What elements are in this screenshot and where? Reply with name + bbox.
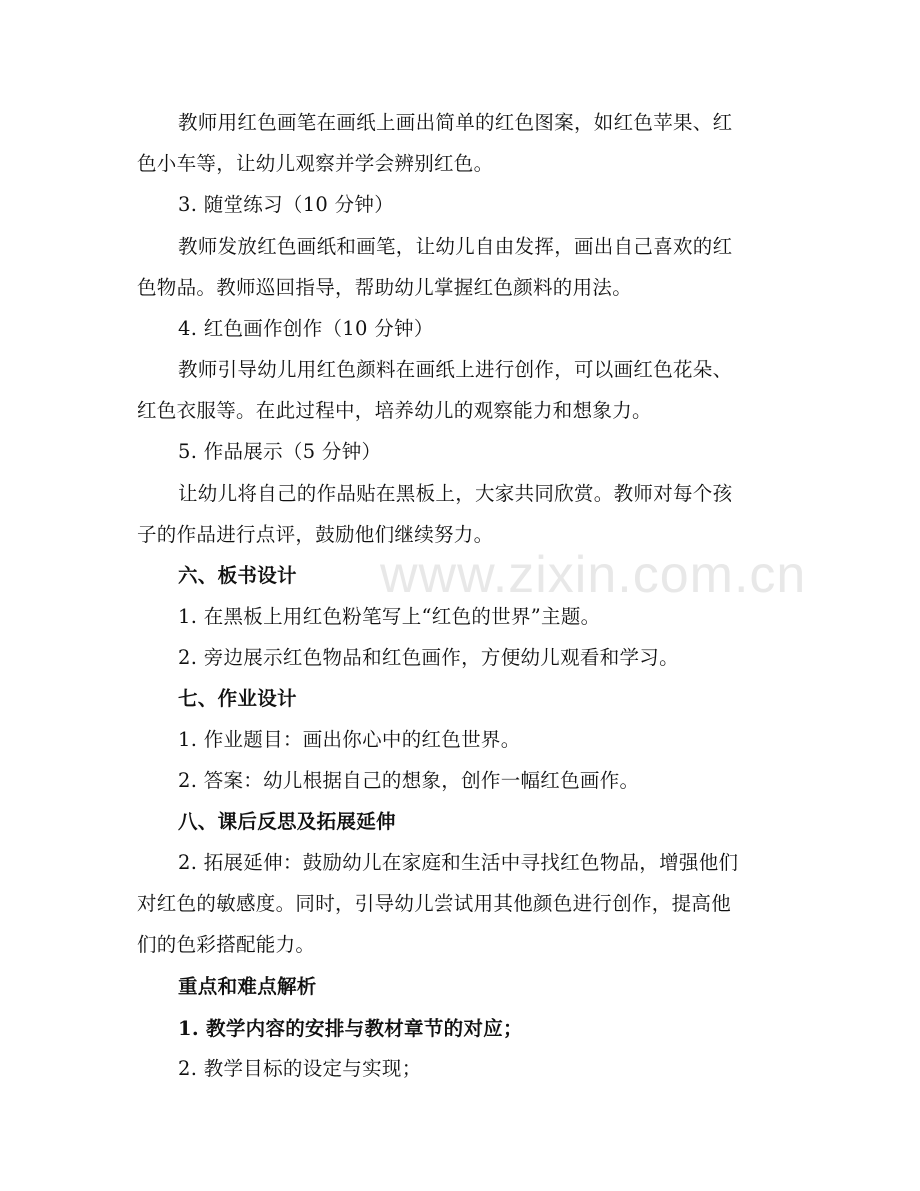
body-text-line: 对红色的敏感度。同时，引导幼儿尝试用其他颜色进行创作，提高他 bbox=[137, 892, 732, 915]
list-item: 1. 教学内容的安排与教材章节的对应； bbox=[178, 1017, 523, 1040]
body-text-line: 教师用红色画笔在画纸上画出简单的红色图案，如红色苹果、红 bbox=[178, 111, 733, 134]
watermark: www.zixin.com.cn bbox=[380, 546, 807, 604]
body-text-line: 让幼儿将自己的作品贴在黑板上，大家共同欣赏。教师对每个孩 bbox=[178, 482, 733, 505]
body-text-line: 色小车等，让幼儿观察并学会辨别红色。 bbox=[137, 152, 494, 175]
list-item: 2. 教学目标的设定与实现； bbox=[178, 1057, 422, 1080]
list-item: 2. 答案：幼儿根据自己的想象，创作一幅红色画作。 bbox=[178, 769, 640, 792]
list-item-heading: 3. 随堂练习（10 分钟） bbox=[178, 193, 395, 216]
section-heading: 六、板书设计 bbox=[178, 564, 297, 587]
section-heading: 八、课后反思及拓展延伸 bbox=[178, 810, 396, 833]
list-item: 1. 在黑板上用红色粉笔写上“红色的世界”主题。 bbox=[178, 605, 601, 628]
body-text-line: 教师引导幼儿用红色颜料在画纸上进行创作，可以画红色花朵、 bbox=[178, 358, 733, 381]
list-item-heading: 4. 红色画作创作（10 分钟） bbox=[178, 317, 434, 340]
body-text-line: 们的色彩搭配能力。 bbox=[137, 933, 316, 956]
section-heading: 七、作业设计 bbox=[178, 687, 297, 710]
section-heading: 重点和难点解析 bbox=[178, 975, 317, 998]
list-item: 2. 拓展延伸：鼓励幼儿在家庭和生活中寻找红色物品，增强他们 bbox=[178, 851, 739, 874]
list-item: 2. 旁边展示红色物品和红色画作，方便幼儿观看和学习。 bbox=[178, 646, 679, 669]
body-text-line: 子的作品进行点评，鼓励他们继续努力。 bbox=[137, 523, 494, 546]
list-item: 1. 作业题目：画出你心中的红色世界。 bbox=[178, 728, 521, 751]
body-text-line: 教师发放红色画纸和画笔，让幼儿自由发挥，画出自己喜欢的红 bbox=[178, 235, 733, 258]
body-text-line: 色物品。教师巡回指导，帮助幼儿掌握红色颜料的用法。 bbox=[137, 276, 633, 299]
body-text-line: 红色衣服等。在此过程中，培养幼儿的观察能力和想象力。 bbox=[137, 399, 652, 422]
list-item-heading: 5. 作品展示（5 分钟） bbox=[178, 440, 382, 463]
